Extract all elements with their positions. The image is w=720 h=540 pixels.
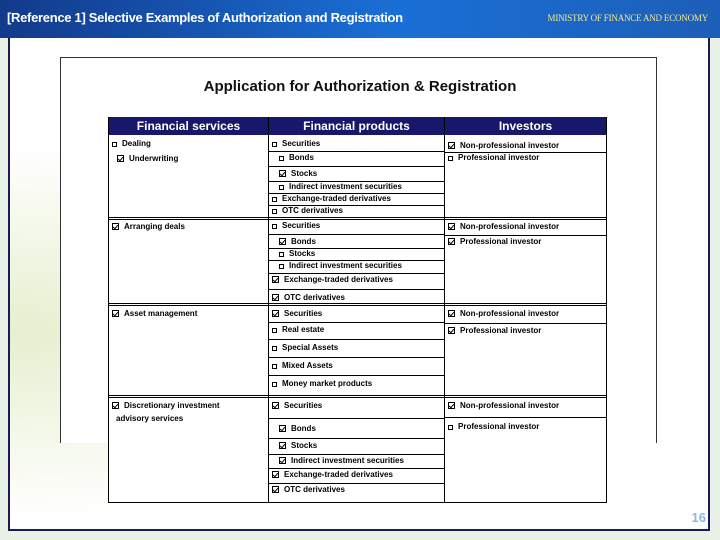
row-divider <box>269 454 444 455</box>
checked-box-icon[interactable] <box>448 238 455 245</box>
service-item <box>117 154 178 164</box>
checked-box-icon[interactable] <box>117 155 124 162</box>
row-divider <box>269 468 444 469</box>
checked-box-icon[interactable] <box>279 238 286 245</box>
row-divider <box>269 357 444 358</box>
product-item <box>279 249 315 259</box>
checked-box-icon[interactable] <box>272 294 279 301</box>
unchecked-box-icon[interactable] <box>272 224 277 229</box>
item-label: Discretionary investment <box>124 401 220 410</box>
item-label: OTC derivatives <box>284 293 345 302</box>
investor-item <box>448 326 541 336</box>
product-item <box>272 401 322 411</box>
slide-title: [Reference 1] Selective Examples of Authorization and Registration <box>7 10 403 25</box>
unchecked-box-icon[interactable] <box>448 156 453 161</box>
item-label: Professional investor <box>460 326 542 335</box>
unchecked-box-icon[interactable] <box>272 209 277 214</box>
product-item <box>272 379 372 389</box>
item-label: Professional investor <box>458 422 540 431</box>
checked-box-icon[interactable] <box>279 170 286 177</box>
investor-item <box>448 141 559 151</box>
product-item <box>272 325 324 335</box>
product-item <box>272 194 391 204</box>
investor-item <box>448 422 539 432</box>
item-label: Exchange-traded derivatives <box>282 194 391 203</box>
item-label: Arranging deals <box>124 222 185 231</box>
checked-box-icon[interactable] <box>448 310 455 317</box>
item-label: Stocks <box>289 249 316 258</box>
unchecked-box-icon[interactable] <box>279 252 284 257</box>
unchecked-box-icon[interactable] <box>448 425 453 430</box>
item-label: Indirect investment securities <box>289 261 402 270</box>
item-label: Bonds <box>291 424 316 433</box>
product-item <box>279 153 314 163</box>
item-label: Real estate <box>282 325 325 334</box>
product-item <box>272 139 320 149</box>
product-item <box>272 275 393 285</box>
checked-box-icon[interactable] <box>448 142 455 149</box>
row-divider <box>445 323 606 324</box>
row-divider <box>269 289 444 290</box>
checked-box-icon[interactable] <box>448 223 455 230</box>
unchecked-box-icon[interactable] <box>279 156 284 161</box>
product-item <box>279 237 316 247</box>
item-label: Money market products <box>282 379 373 388</box>
product-item <box>279 424 316 434</box>
row-divider <box>269 375 444 376</box>
item-label: Professional investor <box>460 237 542 246</box>
item-label: Special Assets <box>282 343 339 352</box>
product-item <box>279 169 317 179</box>
investor-item <box>448 153 539 163</box>
checked-box-icon[interactable] <box>272 486 279 493</box>
product-item <box>272 293 345 303</box>
service-item <box>112 401 220 411</box>
checked-box-icon[interactable] <box>272 276 279 283</box>
slide-header <box>0 0 720 38</box>
investor-item <box>448 222 559 232</box>
authorization-table <box>108 117 607 503</box>
unchecked-box-icon[interactable] <box>272 328 277 333</box>
checked-box-icon[interactable] <box>279 457 286 464</box>
unchecked-box-icon[interactable] <box>272 197 277 202</box>
document-title: Application for Authorization & Registration <box>203 78 517 95</box>
item-label: OTC derivatives <box>282 206 343 215</box>
row-divider <box>269 339 444 340</box>
item-label: Exchange-traded derivatives <box>284 275 393 284</box>
item-label: Dealing <box>122 139 151 148</box>
unchecked-box-icon[interactable] <box>272 142 277 147</box>
product-item <box>272 361 333 371</box>
column-header-investors: Investors <box>445 117 606 135</box>
product-item <box>279 182 402 192</box>
checked-box-icon[interactable] <box>112 223 119 230</box>
item-label: Exchange-traded derivatives <box>284 470 393 479</box>
checked-box-icon[interactable] <box>112 402 119 409</box>
product-item <box>272 343 338 353</box>
product-item <box>279 441 317 451</box>
row-divider <box>269 166 444 167</box>
row-divider <box>269 483 444 484</box>
item-label: Securities <box>284 309 323 318</box>
service-item <box>116 414 183 424</box>
checked-box-icon[interactable] <box>272 402 279 409</box>
row-divider <box>445 235 606 236</box>
page-number: 16 <box>691 510 706 525</box>
column-header-products: Financial products <box>269 117 444 135</box>
item-label: Non-professional investor <box>460 309 560 318</box>
item-label: Bonds <box>291 237 316 246</box>
checked-box-icon[interactable] <box>279 442 286 449</box>
unchecked-box-icon[interactable] <box>112 142 117 147</box>
row-divider <box>445 417 606 418</box>
item-label: OTC derivatives <box>284 485 345 494</box>
unchecked-box-icon[interactable] <box>272 364 277 369</box>
investor-item <box>448 237 541 247</box>
row-divider <box>269 273 444 274</box>
item-label: advisory services <box>116 414 184 423</box>
product-item <box>279 261 402 271</box>
item-label: Indirect investment securities <box>291 456 404 465</box>
product-item <box>272 470 393 480</box>
service-item <box>112 222 185 232</box>
section-divider <box>109 303 606 306</box>
checked-box-icon[interactable] <box>112 310 119 317</box>
checked-box-icon[interactable] <box>272 471 279 478</box>
item-label: Non-professional investor <box>460 222 560 231</box>
row-divider <box>269 151 444 152</box>
section-divider <box>109 217 606 220</box>
item-label: Non-professional investor <box>460 141 560 150</box>
ministry-label: MINISTRY OF FINANCE AND ECONOMY <box>547 13 708 23</box>
service-item <box>112 309 197 319</box>
product-item <box>272 485 345 495</box>
checked-box-icon[interactable] <box>448 402 455 409</box>
item-label: Securities <box>282 139 321 148</box>
checked-box-icon[interactable] <box>272 310 279 317</box>
item-label: Bonds <box>289 153 314 162</box>
item-label: Professional investor <box>458 153 540 162</box>
unchecked-box-icon[interactable] <box>279 185 284 190</box>
item-label: Indirect investment securities <box>289 182 402 191</box>
section-divider <box>109 395 606 398</box>
row-divider <box>269 322 444 323</box>
service-item <box>112 139 151 149</box>
investor-item <box>448 401 559 411</box>
unchecked-box-icon[interactable] <box>272 382 277 387</box>
item-label: Securities <box>284 401 323 410</box>
checked-box-icon[interactable] <box>448 327 455 334</box>
product-item <box>272 206 343 216</box>
unchecked-box-icon[interactable] <box>279 264 284 269</box>
row-divider <box>269 234 444 235</box>
item-label: Securities <box>282 221 321 230</box>
column-header-services: Financial services <box>109 117 268 135</box>
product-item <box>272 221 320 231</box>
unchecked-box-icon[interactable] <box>272 346 277 351</box>
product-item <box>279 456 404 466</box>
item-label: Mixed Assets <box>282 361 333 370</box>
product-item <box>272 309 322 319</box>
item-label: Underwriting <box>129 154 179 163</box>
row-divider <box>269 418 444 419</box>
column-divider <box>444 117 445 502</box>
investor-item <box>448 309 559 319</box>
column-divider <box>268 117 269 502</box>
item-label: Stocks <box>291 169 318 178</box>
item-label: Non-professional investor <box>460 401 560 410</box>
row-divider <box>269 438 444 439</box>
item-label: Stocks <box>291 441 318 450</box>
item-label: Asset management <box>124 309 198 318</box>
checked-box-icon[interactable] <box>279 425 286 432</box>
